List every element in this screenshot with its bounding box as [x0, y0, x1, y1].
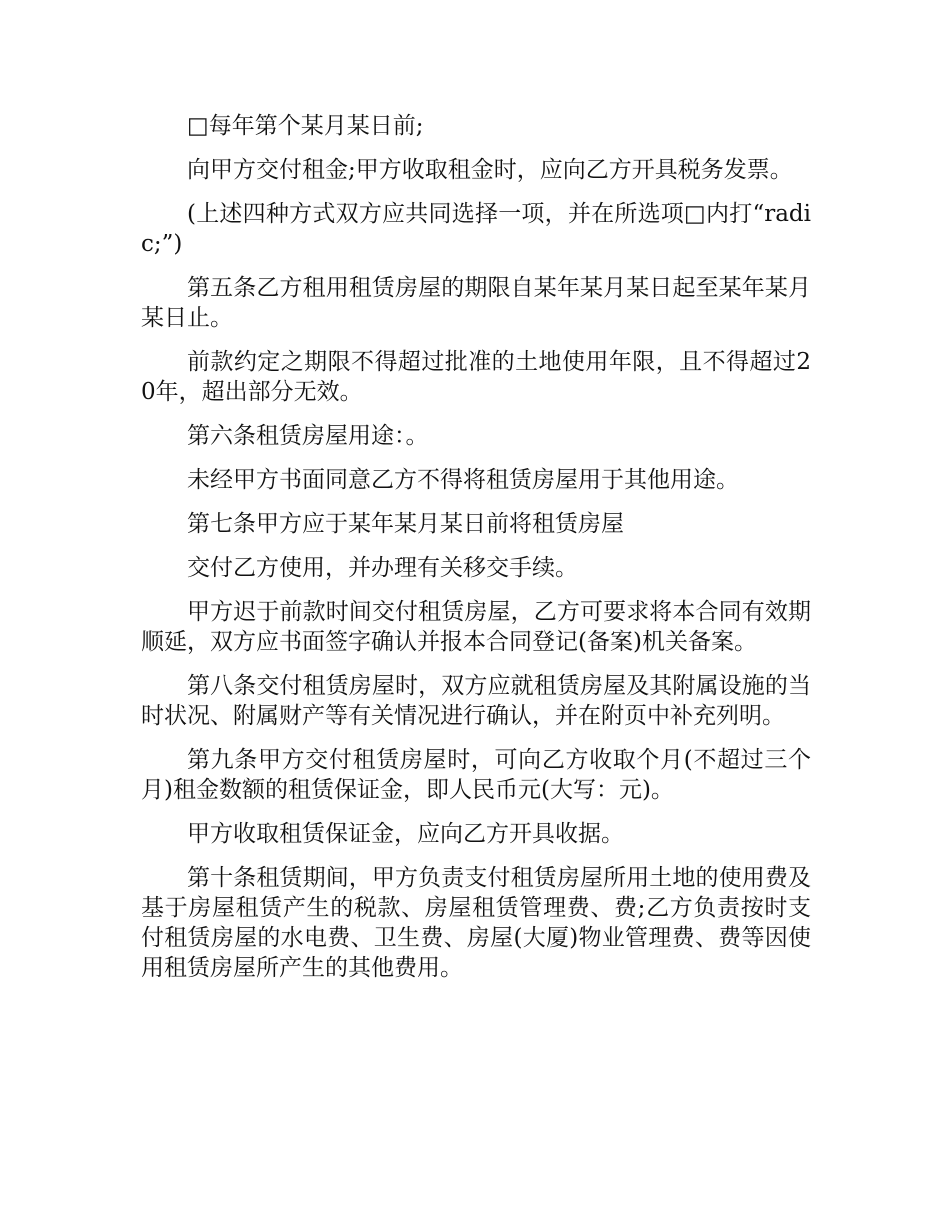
paragraph-article-5: 第五条乙方租用租赁房屋的期限自某年某月某日起至某年某月某日止。 [141, 275, 811, 331]
paragraph-article-10: 第十条租赁期间，甲方负责支付租赁房屋所用土地的使用费及基于房屋租赁产生的税款、房屋租赁管理费、费;乙方负责按时支付租赁房屋的水电费、卫生费、房屋(大厦)物业管理费、费等因使用租赁房屋所产生的其他费用。 [141, 865, 811, 981]
paragraph-article-9: 第九条甲方交付租赁房屋时，可向乙方收取个月(不超过三个月)租金数额的租赁保证金，即人民币元(大写：元)。 [141, 747, 811, 803]
paragraph-term-limit: 前款约定之期限不得超过批准的土地使用年限，且不得超过20年，超出部分无效。 [141, 349, 811, 405]
paragraph-handover: 交付乙方使用，并办理有关移交手续。 [187, 555, 578, 581]
paragraph-usage-restriction: 未经甲方书面同意乙方不得将租赁房屋用于其他用途。 [187, 467, 739, 493]
paragraph-article-8: 第八条交付租赁房屋时，双方应就租赁房屋及其附属设施的当时状况、附属财产等有关情况进行确认，并在附页中补充列明。 [141, 673, 811, 729]
paragraph-payment-option: □每年第个某月某日前; [187, 113, 424, 139]
document-page [141, 111, 811, 997]
paragraph-rent-invoice: 向甲方交付租金;甲方收取租金时，应向乙方开具税务发票。 [187, 157, 793, 183]
paragraph-article-6: 第六条租赁房屋用途：。 [187, 423, 429, 449]
paragraph-delay-extension: 甲方迟于前款时间交付租赁房屋，乙方可要求将本合同有效期顺延，双方应书面签字确认并报本合同登记(备案)机关备案。 [141, 599, 811, 655]
paragraph-article-7: 第七条甲方应于某年某月某日前将租赁房屋 [187, 511, 624, 537]
paragraph-selection-note: (上述四种方式双方应共同选择一项，并在所选项□内打“radic;”) [141, 201, 811, 257]
paragraph-deposit-receipt: 甲方收取租赁保证金，应向乙方开具收据。 [187, 821, 624, 847]
